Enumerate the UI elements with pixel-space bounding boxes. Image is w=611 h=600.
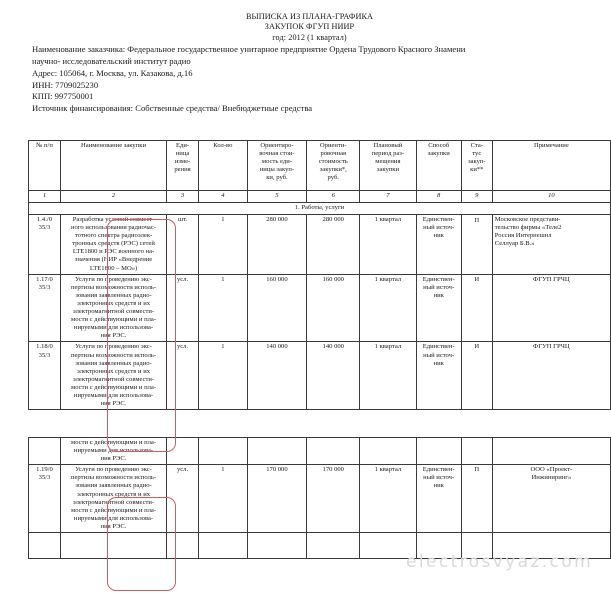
colnum-6: 6 (307, 191, 360, 203)
row-total-price: 140 000 (307, 342, 360, 410)
table-row[interactable] (29, 215, 611, 275)
row-method: Единствен- ный источ- ник (416, 274, 461, 342)
row-period: 1 квартал (360, 215, 416, 275)
table-row[interactable] (29, 465, 611, 533)
row-status: И (461, 274, 492, 342)
document-header (0, 0, 611, 115)
colnum-8: 8 (416, 191, 461, 203)
th-note: Примечание (492, 141, 610, 191)
row-total-price: 160 000 (307, 274, 360, 342)
row-status: П (461, 215, 492, 275)
row-id: 1.19/0 35/3 (29, 465, 61, 533)
row-unit: усл. (167, 465, 199, 533)
row-quantity: 1 (199, 465, 248, 533)
row-procurement-name: Услуги по проведению экс- пертизы возможности исполь- зования заявленных радио- электронных средств и их электромагнитной совмести- мости с действующими и пла- нируемыми для использова- ния РЭС. (61, 274, 167, 342)
cont-unit-price (247, 438, 307, 465)
colnum-2: 2 (61, 191, 167, 203)
address: Адрес: 105064, г. Москва, ул. Казакова, д.16 (32, 67, 193, 78)
row-unit-price: 170 000 (247, 465, 307, 533)
cont-method (416, 438, 461, 465)
funding-source: Источник финансирования: Собственные средства/ Внебюджетные средства (32, 103, 313, 114)
cont-status (461, 438, 492, 465)
section-label: 1. Работы, услуги (29, 203, 611, 215)
th-procurement-name: Наименование закупки (61, 141, 167, 191)
row-method: Единствен- ный источ- ник (416, 215, 461, 275)
th-number: № п/п (29, 141, 61, 191)
table-row[interactable] (29, 274, 611, 342)
row-method: Единствен- ный источ- ник (416, 465, 461, 533)
cont-note (492, 438, 610, 465)
row-id: 1.4./0 35/3 (29, 215, 61, 275)
table-row[interactable] (29, 342, 611, 410)
table-body-page2 (29, 438, 611, 559)
row-procurement-name: Услуги по проведению экс- пертизы возможности исполь- зования заявленных радио- электронных средств и их электромагнитной совмести- мости с действующими и пла- нируемыми для использова- ния РЭС. (61, 342, 167, 410)
colnum-3: 3 (167, 191, 199, 203)
row-unit-price: 160 000 (247, 274, 307, 342)
partial-name (61, 533, 167, 559)
row-period: 1 квартал (360, 342, 416, 410)
table-header-row (29, 141, 611, 191)
partial-quantity (199, 533, 248, 559)
th-period: Плановый период раз- мещения закупки (360, 141, 416, 191)
document-meta (32, 44, 597, 115)
colnum-4: 4 (199, 191, 248, 203)
row-total-price: 170 000 (307, 465, 360, 533)
row-procurement-name: Разработка условий совмест- ного использования радиочас- тотного спектра радиоэлек- тронных средств (РЭС) сетей LTE1800 и РЭС военного на- значения (НИР «Внедрение LTE1800 – МО») (61, 215, 167, 275)
row-note: ООО «Проект- Инжиниринг» (492, 465, 610, 533)
th-unit-price: Ориентиро- вочная стои- мость еди- ницы закуп- ки, руб. (247, 141, 307, 191)
cont-unit (167, 438, 199, 465)
row-quantity: 1 (199, 215, 248, 275)
th-total-price: Ориенти- ровочная стоимость закупки*, руб. (307, 141, 360, 191)
colnum-5: 5 (247, 191, 307, 203)
th-unit: Еди- ница изме- рения (167, 141, 199, 191)
section-row (29, 203, 611, 215)
row-status: И (461, 342, 492, 410)
table-body-page1 (29, 203, 611, 410)
colnum-9: 9 (461, 191, 492, 203)
row-quantity: 1 (199, 342, 248, 410)
row-period: 1 квартал (360, 465, 416, 533)
cont-quantity (199, 438, 248, 465)
procurement-table (28, 140, 611, 410)
row-total-price: 280 000 (307, 215, 360, 275)
colnum-7: 7 (360, 191, 416, 203)
watermark: electrosvyaz.com (406, 552, 594, 572)
table-block-page1 (0, 140, 611, 437)
partial-total-price (307, 533, 360, 559)
inn: ИНН: 7709025230 (32, 79, 99, 90)
title-line-1: ВЫПИСКА ИЗ ПЛАНА-ГРАФИКА (245, 12, 374, 21)
table-block-page2 (0, 439, 611, 600)
cont-total-price (307, 438, 360, 465)
colnum-10: 10 (492, 191, 610, 203)
table-header (29, 141, 611, 203)
cont-id (29, 438, 61, 465)
row-quantity: 1 (199, 274, 248, 342)
customer-name: Наименование заказчика: Федеральное государственное унитарное предприятие Ордена Трудового Красного Знамени (32, 44, 466, 55)
title-line-2: ЗАКУПОК ФГУП НИИР (264, 22, 355, 32)
partial-unit-price (247, 533, 307, 559)
th-method: Способ закупки (416, 141, 461, 191)
row-note: Московское представи- тельство фирмы «Теле2 Россия Интернешнл Селлуар Б.В.» (492, 215, 610, 275)
row-unit: усл. (167, 342, 199, 410)
customer-name-continued: научно- исследовательский институт радио (32, 56, 191, 67)
cont-period (360, 438, 416, 465)
kpp: КПП: 997750001 (32, 91, 94, 102)
row-note: ФГУП ГРЧЦ (492, 274, 610, 342)
column-number-row (29, 191, 611, 203)
row-status: П (461, 465, 492, 533)
row-unit-price: 140 000 (247, 342, 307, 410)
row-unit: шт. (167, 215, 199, 275)
th-status: Ста- тус закуп- ки** (461, 141, 492, 191)
row-procurement-name: Услуги по проведению экс- пертизы возможности исполь- зования заявленных радио- электронных средств и их электромагнитной совмести- мости с действующими и пла- нируемыми для использова- ния РЭС. (61, 465, 167, 533)
title-line-3: год: 2012 (1 квартал) (272, 32, 347, 42)
cont-procurement-name: мости с действующими и пла- нируемыми для использова- ния РЭС. (61, 438, 167, 465)
row-unit-price: 280 000 (247, 215, 307, 275)
colnum-1: 1 (29, 191, 61, 203)
table-row-continuation (29, 438, 611, 465)
row-period: 1 квартал (360, 274, 416, 342)
partial-id (29, 533, 61, 559)
procurement-table-continued (28, 437, 611, 559)
row-id: 1.17/0 35/3 (29, 274, 61, 342)
row-id: 1.18/0 35/3 (29, 342, 61, 410)
partial-unit (167, 533, 199, 559)
th-quantity: Кол-во (199, 141, 248, 191)
row-method: Единствен- ный источ- ник (416, 342, 461, 410)
row-note: ФГУП ГРЧЦ (492, 342, 610, 410)
row-unit: усл. (167, 274, 199, 342)
